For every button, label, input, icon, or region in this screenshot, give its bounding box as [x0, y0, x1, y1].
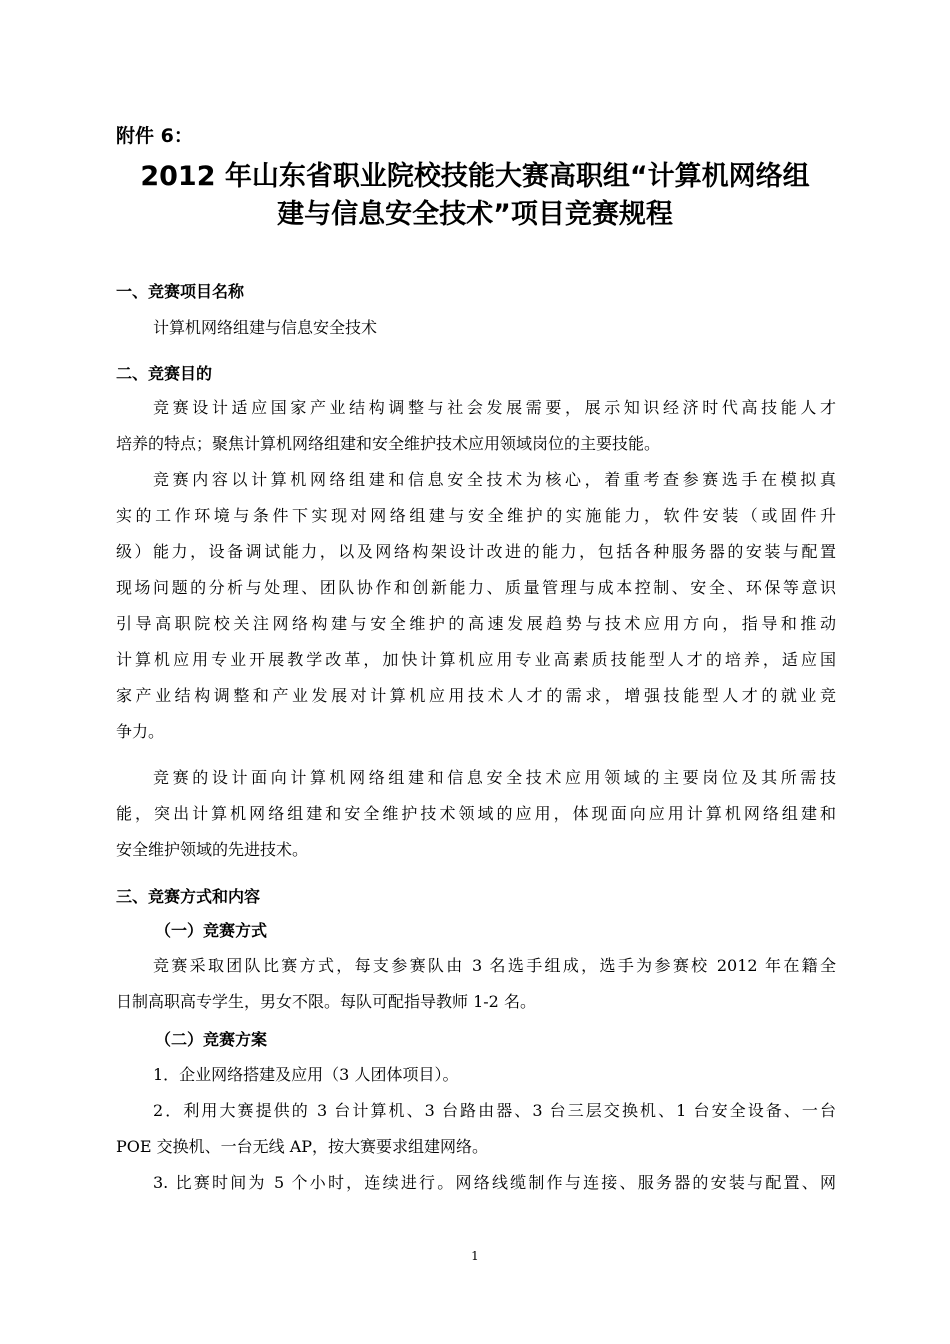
- subsection-2-item-3: [116, 1165, 836, 1201]
- section-1-heading: 一、竞赛项目名称: [116, 282, 245, 301]
- list-item-line: 2．利用大赛提供的 3 台计算机、3 台路由器、3 台三层交换机、1 台安全设备、一台: [153, 1101, 836, 1120]
- paragraph-line: 家产业结构调整和产业发展对计算机应用技术人才的需求，增强技能型人才的就业竞: [116, 686, 836, 705]
- list-item-line: POE 交换机、一台无线 AP，按大赛要求组建网络。: [116, 1137, 489, 1156]
- paragraph-line: 竞赛设计适应国家产业结构调整与社会发展需要，展示知识经济时代高技能人才: [153, 398, 836, 417]
- page-number: 1: [471, 1249, 479, 1263]
- paragraph-line: 能，突出计算机网络组建和安全维护技术领域的应用，体现面向应用计算机网络组建和: [116, 804, 836, 823]
- section-1-body: 计算机网络组建与信息安全技术: [153, 318, 378, 337]
- title-line-1: 2012 年山东省职业院校技能大赛高职组“计算机网络组: [140, 161, 810, 192]
- document-title: [110, 158, 840, 234]
- paragraph-line: 竞赛的设计面向计算机网络组建和信息安全技术应用领域的主要岗位及其所需技: [153, 768, 836, 787]
- paragraph-line: 计算机应用专业开展教学改革，加快计算机应用专业高素质技能型人才的培养，适应国: [116, 650, 836, 669]
- section-2-paragraph-2: [116, 462, 836, 750]
- paragraph-line: 日制高职高专学生，男女不限。每队可配指导教师 1-2 名。: [116, 992, 536, 1011]
- section-3-heading: 三、竞赛方式和内容: [116, 887, 261, 906]
- section-2-paragraph-1: [116, 390, 836, 462]
- paragraph-line: 竞赛采取团队比赛方式，每支参赛队由 3 名选手组成，选手为参赛校 2012 年在籍全: [153, 956, 836, 975]
- subsection-2-item-2: [116, 1093, 836, 1165]
- subsection-1-heading: （一）竞赛方式: [155, 921, 268, 940]
- attachment-label: 附件 6：: [116, 125, 193, 147]
- paragraph-line: 争力。: [116, 722, 165, 741]
- paragraph-line: 竞赛内容以计算机网络组建和信息安全技术为核心，着重考查参赛选手在模拟真: [153, 470, 836, 489]
- paragraph-line: 安全维护领域的先进技术。: [116, 840, 309, 859]
- subsection-2-heading: （二）竞赛方案: [155, 1030, 268, 1049]
- paragraph-line: 引导高职院校关注网络构建与安全维护的高速发展趋势与技术应用方向，指导和推动: [116, 614, 836, 633]
- title-line-2: 建与信息安全技术”项目竞赛规程: [277, 199, 673, 230]
- section-2-heading: 二、竞赛目的: [116, 364, 213, 383]
- subsection-2-item-1: [116, 1057, 836, 1093]
- subsection-1-paragraph: [116, 948, 836, 1020]
- paragraph-line: 现场问题的分析与处理、团队协作和创新能力、质量管理与成本控制、安全、环保等意识: [116, 578, 836, 597]
- section-2-paragraph-3: [116, 760, 836, 868]
- list-item: 1．企业网络搭建及应用（3 人团体项目）。: [153, 1065, 459, 1084]
- paragraph-line: 级）能力，设备调试能力，以及网络构架设计改进的能力，包括各种服务器的安装与配置: [116, 542, 836, 561]
- list-item-line: 3. 比赛时间为 5 个小时，连续进行。网络线缆制作与连接、服务器的安装与配置、网: [153, 1173, 836, 1192]
- paragraph-line: 实的工作环境与条件下实现对网络组建与安全维护的实施能力，软件安装（或固件升: [116, 506, 836, 525]
- paragraph-line: 培养的特点；聚焦计算机网络组建和安全维护技术应用领域岗位的主要技能。: [116, 434, 661, 453]
